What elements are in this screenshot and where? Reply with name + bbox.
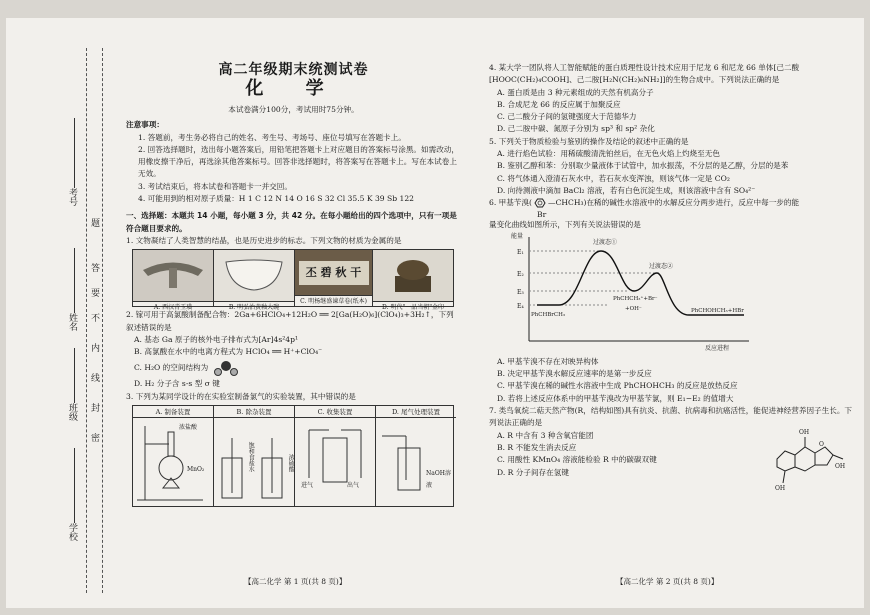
question-2-option: A. 基态 Ga 原子的核外电子排布式为[Ar]4s²4p¹ <box>134 334 298 344</box>
apparatus-c <box>295 406 376 506</box>
q6-stem-a: 6. 甲基苄溴( <box>489 198 532 208</box>
question-7-option: A. R 中含有 3 种含氧官能团 <box>497 430 594 440</box>
reactant-label: PhCHBrCH₃ <box>531 311 566 318</box>
section-1-heading: 一、选择题：本题共 14 小题，每小题 3 分，共 42 分。在每小题给出的四个选项中，只有一项是符合题目要求的。 <box>126 211 457 233</box>
exam-sheet <box>6 18 864 608</box>
question-2-option: D. H₂ 分子含 s-s 型 σ 键 <box>134 379 220 389</box>
photo-caption: A. 西汉青玉璜 <box>133 301 213 312</box>
question-4-option: A. 蛋白质是由 3 种元素组成的天然有机高分子 <box>497 87 654 97</box>
seal-char: 线 <box>89 373 99 384</box>
tail-gas-diagram <box>376 418 456 506</box>
bowl-image <box>214 250 294 296</box>
page-1-column <box>126 62 461 507</box>
mol-label: OH <box>775 485 786 493</box>
seal-line-1 <box>86 48 87 593</box>
question-2-stem: 2. 镓可用于高氯酸制备配合物：2Ga+6HClO₄+12H₂O ══ 2[Ga(H₂O)₆](ClO₄)₃+3H₂↑，下列叙述错误的是 <box>126 310 454 332</box>
e-label: E₂ <box>517 270 524 278</box>
flask-diagram <box>133 418 213 506</box>
question-5-option: D. 向待测液中滴加 BaCl₂ 溶液，若有白色沉淀生成，则该溶液中含有 SO₄²⁻ <box>497 185 756 195</box>
note-item: 4. 可能用到的相对原子质量：H 1 C 12 N 14 O 16 S 32 Cl 35.5 K 39 Sb 122 <box>138 194 415 204</box>
question-2-option: C. H₂O 的空间结构为 <box>134 363 209 373</box>
energy-profile-chart <box>509 233 759 353</box>
page-1-footer: 【高二化学 第 1 页(共 8 页)】 <box>244 577 347 586</box>
question-6-stem <box>489 197 857 209</box>
photo-jade <box>133 250 214 311</box>
question-2-option: B. 高氯酸在水中的电离方程式为 HClO₄ ══ H⁺+ClO₄⁻ <box>134 347 323 357</box>
y-axis-label: 能量 <box>511 232 524 240</box>
mol-label: OH <box>835 463 846 471</box>
photo-scroll <box>295 250 373 306</box>
q6-br: Br <box>537 209 547 219</box>
question-6-option: B. 决定甲基苄溴水解反应速率的是第一步反应 <box>497 369 652 379</box>
apparatus-d <box>376 406 456 506</box>
photo-bowl <box>214 250 295 311</box>
question-1-photos <box>132 249 454 311</box>
question-5-option: C. 将气体通入澄清石灰水中，若石灰水变浑浊，则该气体一定是 CO₂ <box>497 173 730 183</box>
name-blank[interactable] <box>74 248 75 313</box>
apparatus-header: A. 制备装置 <box>133 406 213 418</box>
x-axis-label: 反应进程 <box>705 344 730 352</box>
apparatus-b <box>214 406 295 506</box>
page-2-footer: 【高二化学 第 2 页(共 8 页)】 <box>616 577 719 586</box>
exam-subject: 化 学 <box>245 78 342 99</box>
class-label: 班级 <box>67 403 77 421</box>
page-2-column <box>489 62 857 493</box>
e-label: E₃ <box>517 288 524 296</box>
question-2-option-c <box>126 358 461 378</box>
notes-heading: 注意事项： <box>126 120 164 130</box>
note-item: 2. 回答选择题时，选出每小题答案后，用铅笔把答题卡上对应题目的答案标号涂黑。如需改动，用橡皮擦干净后，再选涂其他答案标号。回答非选择题时，将答案写在答题卡上。写在本试卷上无效。 <box>138 144 459 179</box>
label-naoh: NaOH溶液 <box>426 470 451 490</box>
exam-title: 高二年级期末统测试卷 <box>218 62 369 78</box>
label-brine: 饱和食盐水 <box>247 442 255 473</box>
question-7-option: C. 用酸性 KMnO₄ 溶液能检验 R 中的碳碳双键 <box>497 455 657 465</box>
question-6-option: D. 若将上述反应体系中的甲基苄溴改为甲基苄氯，则 E₁−E₂ 的值增大 <box>497 393 734 403</box>
photo-caption: C. 明杨继盛谏草卷(纸本) <box>295 295 372 306</box>
seal-char: 答 <box>89 263 99 274</box>
question-4-option: B. 合成尼龙 66 的反应属于加聚反应 <box>497 99 621 109</box>
collector-diagram <box>295 418 375 506</box>
school-blank[interactable] <box>74 448 75 523</box>
seal-char: 密 <box>89 433 99 444</box>
e-label: E₄ <box>517 302 524 310</box>
q6-stem-c: 量变化曲线如图所示，下列有关说法错误的是 <box>489 219 641 229</box>
question-7-stem: 7. 类鸟氧烷二萜天然产物(R，结构如图)具有抗炎、抗菌、抗病毒和抗癌活性，能促进神经营养因子生长。下列说法正确的是 <box>489 406 853 428</box>
apparatus-header: D. 尾气处理装置 <box>376 406 456 418</box>
label-mno2: MnO₂ <box>187 466 205 474</box>
intermediate-label: PhCHCH₃⁺+Br⁻ <box>613 295 658 302</box>
ts1-label: 过渡态① <box>593 238 618 246</box>
question-5-stem: 5. 下列关于物质检验与鉴别的操作及结论的叙述中正确的是 <box>489 136 689 146</box>
water-molecule-icon <box>211 359 241 377</box>
label-in: 进气 <box>301 482 314 490</box>
mol-label: O <box>819 441 824 449</box>
question-7-option: D. R 分子间存在氢键 <box>497 467 569 477</box>
product-label: PhCHOHCH₃+HBr <box>691 307 744 314</box>
question-7-option: B. R 不能发生消去反应 <box>497 442 577 452</box>
apparatus-a <box>133 406 214 506</box>
question-4-option: D. 己二胺中碳、氮原子分别为 sp³ 和 sp² 杂化 <box>497 124 655 134</box>
question-6-option: C. 甲基苄溴在稀的碱性水溶液中生成 PhCHOHCH₃ 的反应是放热反应 <box>497 381 738 391</box>
exam-no-label: 考号 <box>67 188 77 206</box>
label-hcl: 浓盐酸 <box>179 424 198 432</box>
question-4-option: C. 己二酸分子间的氢键强度大于范德华力 <box>497 112 637 122</box>
note-item: 1. 答题前，考生务必将自己的姓名、考生号、考场号、座位号填写在答题卡上。 <box>138 132 406 142</box>
oh-label: +OH⁻ <box>625 305 642 312</box>
label-h2so4: 浓硫酸 <box>287 454 295 473</box>
seal-line-2 <box>102 48 103 593</box>
question-4-stem: 4. 某大学一团队将人工智能赋能的蛋白质理性设计技术应用于尼龙 6 和尼龙 66 单体[己二酸[HOOC(CH₂)₄COOH]、己二胺[H₂N(CH₂)₆NH₂]]的生物合成中。下列说法正确的是 <box>489 63 800 85</box>
question-1-stem: 1. 文物凝结了人类智慧的结晶，也是历史进步的标志。下列文物的材质为金属的是 <box>126 235 402 245</box>
exam-info: 本试卷满分100分，考试用时75分钟。 <box>228 105 359 114</box>
question-3-stem: 3. 下列为某同学设计的在实验室制备氯气的实验装置，其中错误的是 <box>126 391 356 401</box>
label-out: 出气 <box>347 482 360 490</box>
seal-char: 题 <box>89 218 99 229</box>
ts2-label: 过渡态② <box>649 262 674 270</box>
question-7-block <box>489 405 857 493</box>
question-6-option: A. 甲基苄溴不存在对映异构体 <box>497 356 599 366</box>
calligraphy-text: 丕 碧 秋 干 <box>299 261 369 285</box>
binding-margin <box>26 48 116 593</box>
seal-char: 要 <box>89 288 99 299</box>
compound-r-structure <box>769 429 849 499</box>
question-3-apparatus <box>132 405 454 507</box>
name-label: 姓名 <box>67 313 77 331</box>
school-label: 学校 <box>67 523 77 541</box>
jade-image <box>133 250 213 296</box>
photo-caption: D. 明代"一品当朝"金印 <box>373 301 453 312</box>
e-label: E₁ <box>517 248 524 256</box>
class-blank[interactable] <box>74 348 75 403</box>
seal-char: 内 <box>89 343 99 354</box>
question-5-option: A. 进行焰色试验：用稀硫酸清洗铂丝后，在无色火焰上灼烧至无色 <box>497 149 720 159</box>
benzene-ring-icon <box>532 198 548 208</box>
seal-image <box>373 250 453 296</box>
apparatus-header: C. 收集装置 <box>295 406 375 418</box>
note-item: 3. 考试结束后，将本试卷和答题卡一并交回。 <box>138 181 292 191</box>
photo-caption: B. 明弘治黄釉大碗 <box>214 301 294 312</box>
apparatus-header: B. 除杂装置 <box>214 406 294 418</box>
seal-char: 封 <box>89 403 99 414</box>
q6-stem-b: —CHCH₃)在稀的碱性水溶液中的水解反应分两步进行，反应中每一步的能 <box>548 198 800 208</box>
exam-no-blank[interactable] <box>74 118 75 188</box>
seal-char: 不 <box>89 313 99 324</box>
photo-seal <box>373 250 453 311</box>
question-5-option: B. 鉴别乙醇和苯：分别取少量液体于试管中，加水振荡，不分层的是乙醇，分层的是苯 <box>497 161 789 171</box>
mol-label: OH <box>799 429 810 437</box>
